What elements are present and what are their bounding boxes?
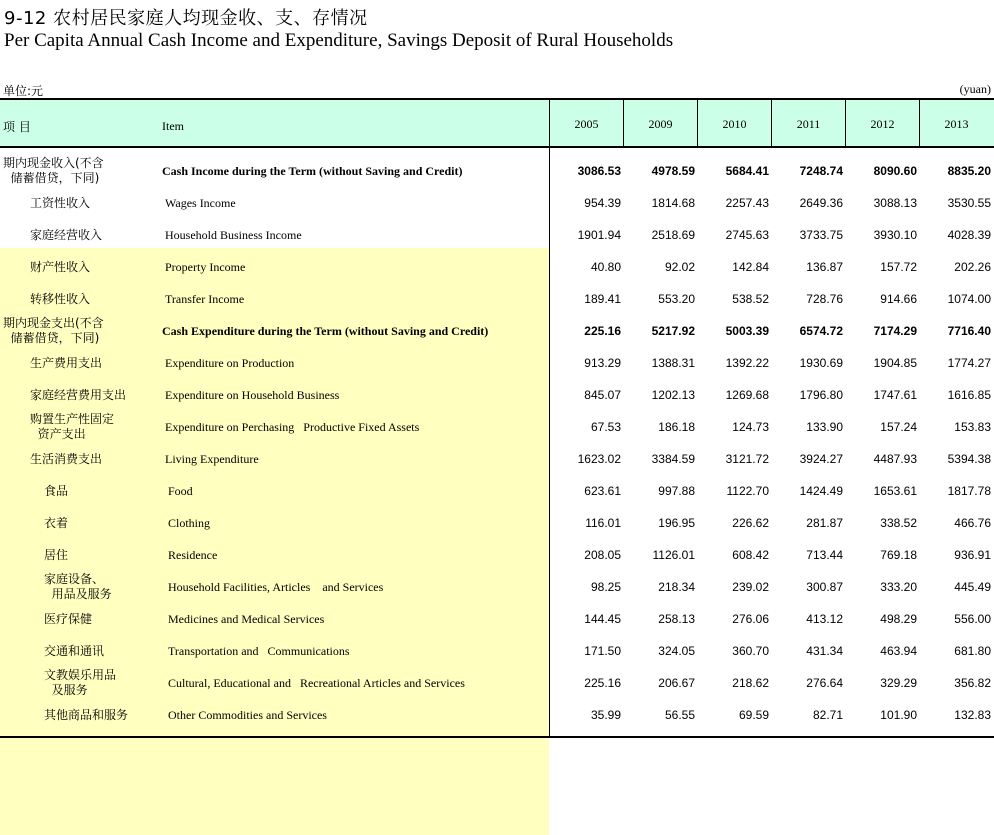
- row-label-cn-line1: 家庭经营费用支出: [30, 387, 127, 402]
- page-title-en: Per Capita Annual Cash Income and Expenditure, Savings Deposit of Rural Households: [4, 30, 674, 51]
- cell-value-2009: 324.05: [658, 644, 695, 658]
- row-label-cn-line2: 及服务: [44, 683, 88, 697]
- cell-value-2005: 171.50: [584, 644, 621, 658]
- cell-value-2010: 360.70: [732, 644, 769, 658]
- header-year-5: 2013: [919, 100, 993, 148]
- row-label-cn: [30, 187, 90, 219]
- row-label-cn-line1: 转移性收入: [30, 291, 91, 306]
- cell-value-2012: 101.90: [880, 708, 917, 722]
- row-label-en: Clothing: [168, 515, 211, 530]
- cell-value-2010: 218.62: [732, 676, 769, 690]
- cell-value-2011: 728.76: [806, 292, 843, 306]
- cell-value-2011: 1424.49: [799, 484, 843, 498]
- row-label-cn: [30, 219, 102, 251]
- cell-value-2005: 208.05: [584, 548, 621, 562]
- cell-value-2012: 7174.29: [873, 324, 917, 338]
- cell-value-2010: 5684.41: [725, 164, 769, 178]
- table-row: [0, 315, 994, 347]
- cell-value-2013: 153.83: [954, 420, 991, 434]
- row-label-cn-line1: 医疗保健: [44, 611, 93, 626]
- cell-value-2010: 276.06: [732, 612, 769, 626]
- cell-value-2012: 157.24: [880, 420, 917, 434]
- cell-value-2011: 1796.80: [799, 388, 843, 402]
- cell-value-2010: 226.62: [732, 516, 769, 530]
- cell-value-2011: 713.44: [806, 548, 843, 562]
- cell-value-2009: 218.34: [658, 580, 695, 594]
- cell-value-2012: 8090.60: [873, 164, 917, 178]
- row-label-en: Cash Expenditure during the Term (without Saving and Credit): [162, 323, 489, 338]
- cell-value-2013: 1774.27: [947, 356, 991, 370]
- cell-value-2005: 225.16: [584, 676, 621, 690]
- table-row: [0, 475, 994, 507]
- cell-value-2009: 1388.31: [651, 356, 695, 370]
- cell-value-2013: 8835.20: [947, 164, 991, 178]
- cell-value-2005: 67.53: [590, 420, 621, 434]
- cell-value-2013: 4028.39: [947, 228, 991, 242]
- cell-value-2013: 1616.85: [947, 388, 991, 402]
- row-label-en: Expenditure on Household Business: [165, 387, 340, 402]
- row-label-en: Transfer Income: [165, 291, 245, 306]
- cell-value-2012: 3930.10: [873, 228, 917, 242]
- cell-value-2011: 281.87: [806, 516, 843, 530]
- header-year-4: 2012: [845, 100, 919, 148]
- row-label-en: Food: [168, 483, 193, 498]
- header-item-en: Item: [162, 119, 184, 133]
- cell-value-2013: 466.76: [954, 516, 991, 530]
- cell-value-2013: 445.49: [954, 580, 991, 594]
- row-label-cn: [44, 539, 68, 571]
- cell-value-2009: 186.18: [658, 420, 695, 434]
- row-label-cn: [44, 635, 104, 667]
- row-label-cn: [44, 603, 92, 635]
- row-label-cn-line2: 储蓄借贷，下同): [3, 331, 100, 345]
- cell-value-2012: 769.18: [880, 548, 917, 562]
- table-row: [0, 219, 994, 251]
- cell-value-2012: 1747.61: [873, 388, 917, 402]
- row-label-cn: [30, 283, 90, 315]
- row-label-cn: [30, 411, 114, 443]
- cell-value-2012: 1904.85: [873, 356, 917, 370]
- table-row: [0, 347, 994, 379]
- cell-value-2010: 5003.39: [725, 324, 769, 338]
- cell-value-2010: 2745.63: [725, 228, 769, 242]
- row-label-cn: [44, 667, 116, 699]
- cell-value-2009: 56.55: [664, 708, 695, 722]
- cell-value-2009: 997.88: [658, 484, 695, 498]
- table-row: [0, 667, 994, 699]
- row-label-cn-line1: 生活消费支出: [30, 451, 103, 466]
- cell-value-2010: 1269.68: [725, 388, 769, 402]
- header-year-1: 2009: [623, 100, 697, 148]
- row-label-en: Transportation and Communications: [168, 643, 350, 658]
- header-year-2: 2010: [697, 100, 771, 148]
- table-row: [0, 283, 994, 315]
- row-label-cn: [3, 315, 104, 347]
- cell-value-2012: 463.94: [880, 644, 917, 658]
- cell-value-2012: 914.66: [880, 292, 917, 306]
- table-header: [0, 98, 994, 148]
- row-label-cn-line2: 储蓄借贷，下同): [3, 171, 100, 185]
- table-row: [0, 539, 994, 571]
- cell-value-2010: 2257.43: [725, 196, 769, 210]
- row-label-cn-line2: 用品及服务: [44, 587, 112, 601]
- row-label-cn-line1: 购置生产性固定: [30, 412, 115, 426]
- table-row: [0, 155, 994, 187]
- cell-value-2005: 1623.02: [577, 452, 621, 466]
- row-label-cn-line1: 文教娱乐用品: [44, 668, 117, 682]
- row-label-cn: [30, 379, 126, 411]
- cell-value-2010: 142.84: [732, 260, 769, 274]
- table-bottom-border: [0, 736, 994, 738]
- row-label-cn-line1: 衣着: [44, 515, 69, 530]
- cell-value-2013: 936.91: [954, 548, 991, 562]
- row-label-cn: [44, 699, 128, 731]
- row-label-en: Living Expenditure: [165, 451, 259, 466]
- unit-label-cn: 单位:元: [3, 84, 44, 98]
- cell-value-2009: 4978.59: [651, 164, 695, 178]
- cell-value-2013: 5394.38: [947, 452, 991, 466]
- cell-value-2013: 3530.55: [947, 196, 991, 210]
- row-label-cn: [30, 443, 102, 475]
- cell-value-2011: 413.12: [806, 612, 843, 626]
- cell-value-2009: 3384.59: [651, 452, 695, 466]
- header-item-cn: 项 目: [3, 120, 31, 134]
- cell-value-2009: 1126.01: [652, 548, 695, 562]
- row-label-cn: [44, 475, 68, 507]
- cell-value-2010: 124.73: [732, 420, 769, 434]
- cell-value-2009: 258.13: [658, 612, 695, 626]
- row-label-en: Cash Income during the Term (without Saving and Credit): [162, 163, 463, 178]
- table-row: [0, 571, 994, 603]
- row-label-cn-line1: 家庭设备、: [44, 572, 105, 586]
- row-label-cn-line1: 居住: [44, 547, 69, 562]
- row-label-cn-line1: 期内现金支出(不含: [3, 316, 104, 330]
- row-label-en: Other Commodities and Services: [168, 707, 327, 722]
- cell-value-2011: 1930.69: [799, 356, 843, 370]
- cell-value-2009: 206.67: [658, 676, 695, 690]
- cell-value-2005: 189.41: [584, 292, 621, 306]
- row-label-cn-line1: 家庭经营收入: [30, 227, 103, 242]
- page-title-cn: 9-12 农村居民家庭人均现金收、支、存情况: [4, 8, 368, 29]
- cell-value-2012: 3088.13: [873, 196, 917, 210]
- cell-value-2010: 69.59: [738, 708, 769, 722]
- row-label-cn-line1: 其他商品和服务: [44, 707, 129, 722]
- table-row: [0, 251, 994, 283]
- header-year-3: 2011: [771, 100, 845, 148]
- cell-value-2010: 608.42: [732, 548, 769, 562]
- cell-value-2011: 136.87: [806, 260, 843, 274]
- row-label-cn: [44, 571, 112, 603]
- cell-value-2011: 133.90: [806, 420, 843, 434]
- cell-value-2005: 623.61: [584, 484, 621, 498]
- row-label-cn: [3, 155, 104, 187]
- table-row: [0, 507, 994, 539]
- row-label-en: Wages Income: [165, 195, 236, 210]
- cell-value-2005: 35.99: [590, 708, 621, 722]
- cell-value-2009: 196.95: [658, 516, 695, 530]
- row-label-en: Property Income: [165, 259, 246, 274]
- table-row: [0, 379, 994, 411]
- table-row: [0, 699, 994, 731]
- cell-value-2009: 2518.69: [651, 228, 695, 242]
- cell-value-2005: 954.39: [584, 196, 621, 210]
- row-label-cn-line1: 期内现金收入(不含: [3, 156, 104, 170]
- row-label-cn-line1: 财产性收入: [30, 259, 91, 274]
- cell-value-2012: 333.20: [880, 580, 917, 594]
- cell-value-2005: 116.01: [585, 516, 621, 530]
- cell-value-2011: 3733.75: [799, 228, 843, 242]
- cell-value-2011: 82.71: [812, 708, 843, 722]
- row-label-en: Household Facilities, Articles and Services: [168, 579, 384, 594]
- cell-value-2011: 6574.72: [799, 324, 843, 338]
- cell-value-2012: 498.29: [880, 612, 917, 626]
- cell-value-2011: 3924.27: [799, 452, 843, 466]
- cell-value-2005: 225.16: [584, 324, 621, 338]
- cell-value-2011: 431.34: [806, 644, 843, 658]
- cell-value-2013: 202.26: [954, 260, 991, 274]
- cell-value-2005: 40.80: [590, 260, 621, 274]
- cell-value-2012: 157.72: [880, 260, 917, 274]
- cell-value-2010: 3121.72: [725, 452, 769, 466]
- row-label-cn-line1: 食品: [44, 483, 69, 498]
- table-row: [0, 411, 994, 443]
- cell-value-2013: 556.00: [954, 612, 991, 626]
- cell-value-2009: 5217.92: [651, 324, 695, 338]
- cell-value-2005: 913.29: [584, 356, 621, 370]
- cell-value-2005: 3086.53: [577, 164, 621, 178]
- cell-value-2013: 132.83: [954, 708, 991, 722]
- cell-value-2013: 356.82: [954, 676, 991, 690]
- row-label-en: Medicines and Medical Services: [168, 611, 325, 626]
- row-label-en: Residence: [168, 547, 218, 562]
- cell-value-2012: 1653.61: [873, 484, 917, 498]
- cell-value-2009: 1814.68: [651, 196, 695, 210]
- row-label-en: Expenditure on Production: [165, 355, 295, 370]
- table-row: [0, 187, 994, 219]
- cell-value-2009: 1202.13: [651, 388, 695, 402]
- cell-value-2010: 538.52: [732, 292, 769, 306]
- table-row: [0, 603, 994, 635]
- row-label-cn: [44, 507, 68, 539]
- cell-value-2005: 845.07: [584, 388, 621, 402]
- cell-value-2012: 338.52: [880, 516, 917, 530]
- cell-value-2005: 98.25: [590, 580, 621, 594]
- cell-value-2013: 7716.40: [947, 324, 991, 338]
- row-label-cn-line2: 资产支出: [30, 427, 86, 441]
- row-label-cn-line1: 工资性收入: [30, 195, 91, 210]
- cell-value-2011: 2649.36: [799, 196, 843, 210]
- row-label-cn: [30, 251, 90, 283]
- row-label-en: Expenditure on Perchasing Productive Fixed Assets: [165, 419, 420, 434]
- cell-value-2009: 553.20: [658, 292, 695, 306]
- row-label-cn: [30, 347, 102, 379]
- cell-value-2013: 1817.78: [947, 484, 991, 498]
- row-label-en: Household Business Income: [165, 227, 302, 242]
- cell-value-2012: 329.29: [880, 676, 917, 690]
- table-row: [0, 635, 994, 667]
- cell-value-2013: 681.80: [954, 644, 991, 658]
- header-year-0: 2005: [549, 100, 623, 148]
- cell-value-2009: 92.02: [664, 260, 695, 274]
- cell-value-2010: 239.02: [732, 580, 769, 594]
- cell-value-2005: 144.45: [584, 612, 621, 626]
- cell-value-2011: 300.87: [806, 580, 843, 594]
- cell-value-2013: 1074.00: [947, 292, 991, 306]
- unit-label-en: (yuan): [959, 82, 991, 96]
- cell-value-2005: 1901.94: [577, 228, 621, 242]
- row-label-cn-line1: 交通和通讯: [44, 643, 105, 658]
- cell-value-2012: 4487.93: [873, 452, 917, 466]
- cell-value-2010: 1392.22: [725, 356, 769, 370]
- row-label-en: Cultural, Educational and Recreational Articles and Services: [168, 675, 465, 690]
- table-row: [0, 443, 994, 475]
- cell-value-2011: 7248.74: [799, 164, 843, 178]
- row-label-cn-line1: 生产费用支出: [30, 355, 103, 370]
- cell-value-2011: 276.64: [806, 676, 843, 690]
- cell-value-2010: 1122.70: [726, 484, 769, 498]
